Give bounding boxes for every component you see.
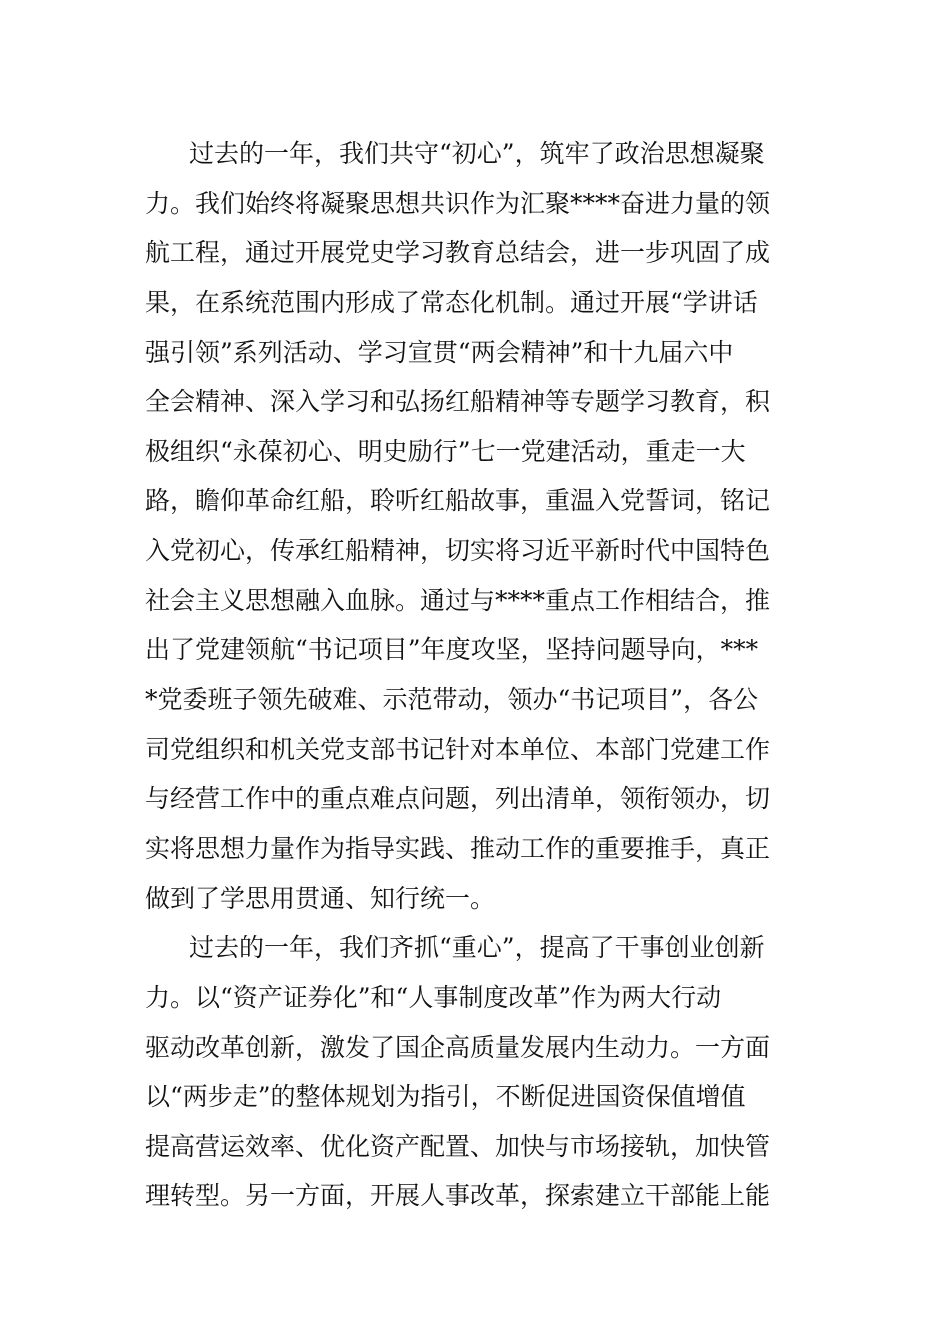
paragraph-line: 过去的一年，我们齐抓“重心”，提高了干事创业创新 [189, 933, 765, 963]
paragraph-line: 航工程，通过开展党史学习教育总结会，进一步巩固了成 [145, 238, 771, 268]
paragraph-line: 力。以“资产证券化”和“人事制度改革”作为两大行动 [145, 982, 722, 1012]
paragraph-line: 极组织“永葆初心、明史励行”七一党建活动，重走一大 [145, 436, 746, 466]
paragraph-line: 全会精神、深入学习和弘扬红船精神等专题学习教育，积 [145, 387, 771, 417]
paragraph-line: 入党初心，传承红船精神，切实将习近平新时代中国特色 [145, 536, 771, 566]
paragraph-line: 力。我们始终将凝聚思想共识作为汇聚****奋进力量的领 [145, 188, 771, 218]
paragraph-line: 社会主义思想融入血脉。通过与****重点工作相结合，推 [145, 585, 771, 615]
paragraph-line: 司党组织和机关党支部书记针对本单位、本部门党建工作 [145, 734, 771, 764]
paragraph-line: 与经营工作中的重点难点问题，列出清单，领衔领办，切 [145, 784, 771, 814]
paragraph-line: 出了党建领航“书记项目”年度攻坚，坚持问题导向，*** [145, 635, 759, 665]
paragraph-line: 强引领”系列活动、学习宣贯“两会精神”和十九届六中 [145, 337, 734, 367]
paragraph-line: 实将思想力量作为指导实践、推动工作的重要推手，真正 [145, 833, 771, 863]
paragraph-line: 过去的一年，我们共守“初心”，筑牢了政治思想凝聚 [189, 139, 765, 168]
paragraph-line: 路，瞻仰革命红船，聆听红船故事，重温入党誓词，铭记 [145, 486, 771, 516]
paragraph-1 [145, 124, 805, 918]
paragraph-line: 做到了学思用贯通、知行统一。 [145, 883, 496, 913]
paragraph-2 [145, 918, 805, 1216]
paragraph-line: *党委班子领先破难、示范带动，领办“书记项目”，各公 [145, 685, 759, 715]
paragraph-line: 驱动改革创新，激发了国企高质量发展内生动力。一方面 [145, 1032, 771, 1062]
paragraph-line: 提高营运效率、优化资产配置、加快与市场接轨，加快管 [145, 1131, 771, 1161]
paragraph-line: 以“两步走”的整体规划为指引，不断促进国资保值增值 [145, 1082, 746, 1112]
paragraph-line: 果，在系统范围内形成了常态化机制。通过开展“学讲话 [145, 287, 758, 317]
paragraph-line: 理转型。另一方面，开展人事改革，探索建立干部能上能 [145, 1181, 771, 1211]
document-body [145, 124, 805, 1216]
